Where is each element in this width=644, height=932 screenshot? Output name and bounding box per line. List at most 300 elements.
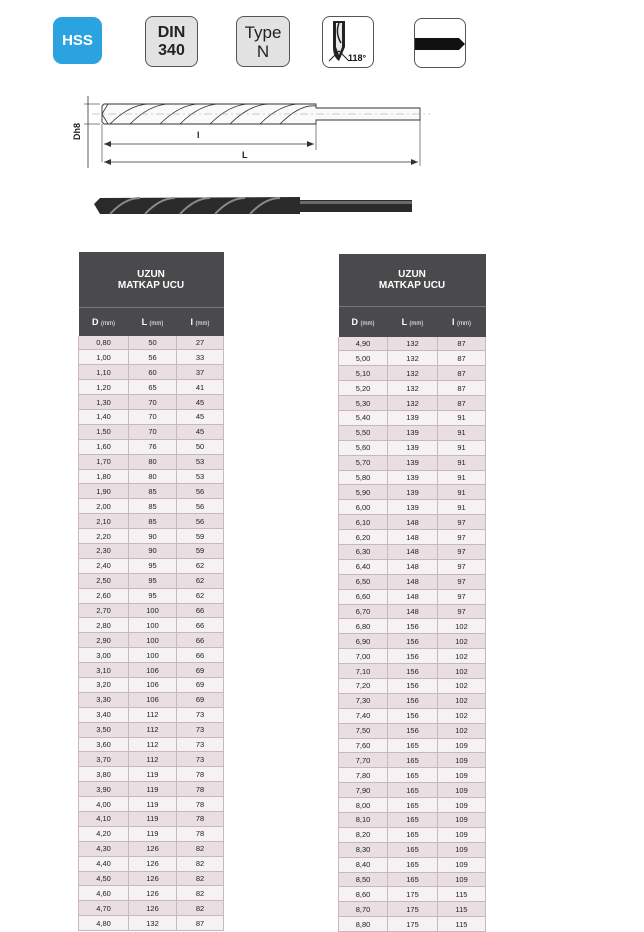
cell-total-length: 156: [388, 664, 438, 679]
table-row: [339, 842, 486, 857]
cell-flute-length: 62: [177, 588, 224, 603]
cell-diameter: 4,90: [339, 337, 388, 351]
cell-flute-length: 82: [177, 856, 224, 871]
cell-flute-length: 66: [177, 603, 224, 618]
cell-total-length: 139: [388, 410, 438, 425]
cell-flute-length: 102: [438, 619, 486, 634]
cell-total-length: 126: [129, 871, 177, 886]
header-flute-length: [177, 308, 224, 336]
cell-flute-length: 45: [177, 424, 224, 439]
cell-total-length: 119: [129, 767, 177, 782]
cell-total-length: 119: [129, 797, 177, 812]
technical-drawing: [0, 90, 644, 220]
cell-flute-length: 27: [177, 336, 224, 350]
table-row: [79, 336, 224, 350]
cell-total-length: 70: [129, 395, 177, 410]
table-row: [339, 425, 486, 440]
table-row: [339, 798, 486, 813]
cell-flute-length: 102: [438, 634, 486, 649]
cell-diameter: 4,50: [79, 871, 129, 886]
cell-diameter: 3,00: [79, 648, 129, 663]
standard-badge-line2: 340: [158, 41, 185, 59]
cell-flute-length: 62: [177, 573, 224, 588]
cell-total-length: 90: [129, 543, 177, 558]
cell-flute-length: 109: [438, 842, 486, 857]
cell-flute-length: 82: [177, 886, 224, 901]
cell-total-length: 65: [129, 380, 177, 395]
cell-total-length: 132: [388, 396, 438, 411]
cell-diameter: 7,80: [339, 768, 388, 783]
cell-flute-length: 56: [177, 499, 224, 514]
table-row: [339, 619, 486, 634]
cell-diameter: 6,80: [339, 619, 388, 634]
header-diameter: [79, 308, 129, 336]
cell-diameter: 7,10: [339, 664, 388, 679]
cell-diameter: 1,60: [79, 439, 129, 454]
cell-diameter: 5,60: [339, 440, 388, 455]
cell-total-length: 119: [129, 812, 177, 827]
cell-diameter: 5,90: [339, 485, 388, 500]
cell-flute-length: 78: [177, 767, 224, 782]
material-badge: [53, 17, 102, 64]
cell-total-length: 139: [388, 485, 438, 500]
table-row: [339, 470, 486, 485]
header-unit: (mm): [101, 320, 115, 327]
cell-total-length: 165: [388, 872, 438, 887]
cell-diameter: 5,30: [339, 396, 388, 411]
cell-flute-length: 109: [438, 738, 486, 753]
header-sym: D: [91, 316, 99, 327]
cell-total-length: 148: [388, 530, 438, 545]
table-row: [79, 573, 224, 588]
table-row: [339, 351, 486, 366]
cell-total-length: 126: [129, 856, 177, 871]
cell-flute-length: 66: [177, 618, 224, 633]
cell-flute-length: 102: [438, 693, 486, 708]
cell-flute-length: 66: [177, 633, 224, 648]
table-row: [79, 841, 224, 856]
type-badge-line2: N: [256, 41, 270, 61]
cell-flute-length: 41: [177, 380, 224, 395]
cell-flute-length: 91: [438, 500, 486, 515]
cell-flute-length: 78: [177, 782, 224, 797]
cell-diameter: 8,30: [339, 842, 388, 857]
cell-flute-length: 56: [177, 484, 224, 499]
table-row: [79, 633, 224, 648]
cell-flute-length: 50: [177, 439, 224, 454]
cell-diameter: 8,70: [339, 902, 388, 917]
cell-total-length: 132: [388, 381, 438, 396]
cell-diameter: 6,70: [339, 604, 388, 619]
cell-flute-length: 102: [438, 678, 486, 693]
cell-flute-length: 91: [438, 455, 486, 470]
table-row: [339, 500, 486, 515]
cell-total-length: 165: [388, 768, 438, 783]
cell-flute-length: 97: [438, 515, 486, 530]
cell-total-length: 95: [129, 573, 177, 588]
table-row: [339, 649, 486, 664]
cell-diameter: 3,50: [79, 722, 129, 737]
header-diameter: [339, 307, 388, 337]
cell-flute-length: 82: [177, 871, 224, 886]
table-row: [339, 440, 486, 455]
cell-diameter: 5,70: [339, 455, 388, 470]
cell-flute-length: 37: [177, 365, 224, 380]
cell-diameter: 8,20: [339, 827, 388, 842]
cell-total-length: 132: [388, 351, 438, 366]
cell-diameter: 3,60: [79, 737, 129, 752]
cell-total-length: 85: [129, 514, 177, 529]
cell-flute-length: 87: [438, 381, 486, 396]
cell-diameter: 4,00: [79, 797, 129, 812]
cell-diameter: 7,70: [339, 753, 388, 768]
cell-flute-length: 102: [438, 664, 486, 679]
cell-diameter: 8,50: [339, 872, 388, 887]
cell-total-length: 119: [129, 826, 177, 841]
cell-flute-length: 109: [438, 798, 486, 813]
cell-total-length: 106: [129, 677, 177, 692]
cell-diameter: 5,40: [339, 410, 388, 425]
cell-flute-length: 97: [438, 604, 486, 619]
cell-total-length: 175: [388, 887, 438, 902]
table-row: [339, 827, 486, 842]
cell-diameter: 2,70: [79, 603, 129, 618]
cell-flute-length: 53: [177, 454, 224, 469]
table-title-line1: UZUN: [137, 268, 165, 280]
table-row: [79, 797, 224, 812]
cell-flute-length: 109: [438, 813, 486, 828]
table-title-line2: MATKAP UCU: [117, 279, 185, 291]
cell-diameter: 7,30: [339, 693, 388, 708]
cell-diameter: 4,30: [79, 841, 129, 856]
cell-flute-length: 109: [438, 857, 486, 872]
table-title-line2: MATKAP UCU: [378, 280, 446, 291]
table-row: [79, 856, 224, 871]
material-badge-label: HSS: [62, 32, 93, 49]
table-row: [79, 484, 224, 499]
cell-diameter: 2,60: [79, 588, 129, 603]
cell-flute-length: 78: [177, 826, 224, 841]
cell-flute-length: 82: [177, 841, 224, 856]
cell-diameter: 1,40: [79, 409, 129, 424]
header-sym: l: [451, 316, 455, 327]
cell-diameter: 7,20: [339, 678, 388, 693]
table-body: [339, 337, 486, 932]
cell-diameter: 7,00: [339, 649, 388, 664]
header-unit: (mm): [149, 320, 164, 327]
cell-flute-length: 91: [438, 470, 486, 485]
cell-diameter: 2,90: [79, 633, 129, 648]
cell-total-length: 175: [388, 917, 438, 932]
cell-flute-length: 97: [438, 530, 486, 545]
cell-total-length: 148: [388, 515, 438, 530]
cell-total-length: 132: [388, 366, 438, 381]
table-row: [79, 812, 224, 827]
cell-flute-length: 82: [177, 901, 224, 916]
cell-flute-length: 66: [177, 648, 224, 663]
flute-length-label: l: [197, 130, 200, 140]
cell-total-length: 95: [129, 588, 177, 603]
table-row: [339, 753, 486, 768]
cell-flute-length: 115: [438, 917, 486, 932]
cell-total-length: 112: [129, 752, 177, 767]
cell-flute-length: 78: [177, 797, 224, 812]
cell-total-length: 132: [129, 916, 177, 931]
cell-total-length: 139: [388, 500, 438, 515]
cell-flute-length: 69: [177, 663, 224, 678]
cell-diameter: 8,80: [339, 917, 388, 932]
cell-diameter: 8,60: [339, 887, 388, 902]
table-body: [79, 336, 224, 931]
drill-size-table-left: [78, 252, 224, 931]
cell-total-length: 156: [388, 634, 438, 649]
cell-flute-length: 69: [177, 677, 224, 692]
cell-diameter: 8,40: [339, 857, 388, 872]
cell-total-length: 100: [129, 633, 177, 648]
table-row: [339, 857, 486, 872]
drill-dimension-drawing: [0, 90, 644, 220]
cell-diameter: 1,70: [79, 454, 129, 469]
cell-total-length: 148: [388, 604, 438, 619]
diameter-label: Dh8: [72, 122, 82, 140]
cell-flute-length: 73: [177, 752, 224, 767]
table-row: [339, 589, 486, 604]
cell-total-length: 112: [129, 737, 177, 752]
table-row: [339, 738, 486, 753]
header-unit: (mm): [409, 320, 424, 327]
cell-total-length: 165: [388, 842, 438, 857]
cell-flute-length: 59: [177, 529, 224, 544]
table-row: [79, 558, 224, 573]
table-row: [339, 410, 486, 425]
table-row: [79, 439, 224, 454]
point-angle-label: 118°: [348, 53, 367, 63]
cell-diameter: 5,50: [339, 425, 388, 440]
table-row: [339, 337, 486, 351]
cell-flute-length: 97: [438, 574, 486, 589]
table-row: [339, 396, 486, 411]
table-title: [79, 252, 224, 308]
table-row: [339, 664, 486, 679]
table-row: [79, 350, 224, 365]
cell-flute-length: 97: [438, 589, 486, 604]
table-row: [339, 693, 486, 708]
cell-flute-length: 91: [438, 425, 486, 440]
table-row: [339, 917, 486, 932]
cell-flute-length: 87: [438, 366, 486, 381]
table-row: [339, 723, 486, 738]
table-row: [79, 707, 224, 722]
cell-total-length: 85: [129, 499, 177, 514]
cell-total-length: 165: [388, 857, 438, 872]
cell-total-length: 148: [388, 574, 438, 589]
cell-total-length: 126: [129, 841, 177, 856]
table-row: [79, 767, 224, 782]
cell-diameter: 3,30: [79, 692, 129, 707]
cell-diameter: 3,20: [79, 677, 129, 692]
cell-total-length: 139: [388, 425, 438, 440]
cell-diameter: 1,50: [79, 424, 129, 439]
table-header-row: [79, 308, 224, 336]
table-row: [339, 544, 486, 559]
cell-diameter: 3,90: [79, 782, 129, 797]
table-row: [339, 902, 486, 917]
cell-diameter: 8,10: [339, 813, 388, 828]
table-row: [79, 395, 224, 410]
table-row: [339, 813, 486, 828]
cell-diameter: 3,70: [79, 752, 129, 767]
cell-total-length: 106: [129, 692, 177, 707]
type-badge-line1: Type: [244, 22, 282, 42]
table-row: [79, 424, 224, 439]
cell-total-length: 156: [388, 708, 438, 723]
table-row: [79, 469, 224, 484]
cell-diameter: 2,40: [79, 558, 129, 573]
cell-diameter: 5,80: [339, 470, 388, 485]
cell-total-length: 70: [129, 409, 177, 424]
header-total-length: [129, 308, 177, 336]
cell-diameter: 1,80: [79, 469, 129, 484]
table-title-row: [79, 252, 224, 308]
cell-total-length: 106: [129, 663, 177, 678]
cell-diameter: 8,00: [339, 798, 388, 813]
cell-diameter: 5,00: [339, 351, 388, 366]
cell-diameter: 3,40: [79, 707, 129, 722]
total-length-label: L: [242, 150, 248, 160]
table-title: [339, 254, 486, 307]
table-row: [339, 574, 486, 589]
header-sym: L: [401, 316, 407, 327]
cell-diameter: 4,40: [79, 856, 129, 871]
table-row: [79, 588, 224, 603]
cell-flute-length: 78: [177, 812, 224, 827]
table-row: [79, 722, 224, 737]
cell-total-length: 165: [388, 813, 438, 828]
cell-flute-length: 53: [177, 469, 224, 484]
cell-diameter: 1,00: [79, 350, 129, 365]
cell-total-length: 100: [129, 618, 177, 633]
standard-badge: [145, 16, 198, 67]
cell-flute-length: 91: [438, 485, 486, 500]
table-row: [79, 826, 224, 841]
header-unit: (mm): [457, 320, 472, 327]
cell-diameter: 6,10: [339, 515, 388, 530]
table-row: [79, 737, 224, 752]
cell-total-length: 139: [388, 455, 438, 470]
table-header-row: [339, 307, 486, 337]
cell-total-length: 165: [388, 753, 438, 768]
table-row: [79, 663, 224, 678]
cell-flute-length: 102: [438, 723, 486, 738]
table-row: [339, 678, 486, 693]
table-row: [79, 692, 224, 707]
table-row: [339, 515, 486, 530]
cell-diameter: 4,60: [79, 886, 129, 901]
cell-diameter: 2,10: [79, 514, 129, 529]
cell-total-length: 100: [129, 603, 177, 618]
type-badge: [236, 16, 290, 67]
cell-total-length: 112: [129, 707, 177, 722]
cell-diameter: 2,80: [79, 618, 129, 633]
cell-diameter: 3,80: [79, 767, 129, 782]
cell-total-length: 126: [129, 901, 177, 916]
cell-flute-length: 97: [438, 559, 486, 574]
table-row: [79, 380, 224, 395]
cell-flute-length: 109: [438, 827, 486, 842]
drill-size-table-right: [338, 254, 486, 932]
table-row: [79, 409, 224, 424]
cell-total-length: 70: [129, 424, 177, 439]
table-row: [79, 529, 224, 544]
header-flute-length: [438, 307, 486, 337]
cell-flute-length: 109: [438, 753, 486, 768]
table-row: [79, 916, 224, 931]
cell-flute-length: 87: [177, 916, 224, 931]
table-row: [79, 871, 224, 886]
cell-flute-length: 73: [177, 722, 224, 737]
shank-badge: [414, 18, 466, 68]
cell-total-length: 50: [129, 336, 177, 350]
cell-total-length: 165: [388, 783, 438, 798]
table-row: [339, 530, 486, 545]
cell-diameter: 7,60: [339, 738, 388, 753]
table-row: [79, 648, 224, 663]
cell-total-length: 80: [129, 454, 177, 469]
cell-flute-length: 33: [177, 350, 224, 365]
table-row: [79, 618, 224, 633]
cell-flute-length: 56: [177, 514, 224, 529]
standard-badge-line1: DIN: [157, 23, 186, 41]
header-sym: l: [190, 316, 193, 327]
cell-diameter: 1,90: [79, 484, 129, 499]
straight-shank-icon: [415, 19, 467, 69]
cell-diameter: 4,20: [79, 826, 129, 841]
table-row: [339, 887, 486, 902]
table-row: [79, 454, 224, 469]
cell-total-length: 156: [388, 678, 438, 693]
table-row: [79, 514, 224, 529]
cell-total-length: 85: [129, 484, 177, 499]
cell-total-length: 156: [388, 723, 438, 738]
cell-flute-length: 45: [177, 395, 224, 410]
cell-total-length: 100: [129, 648, 177, 663]
header-sym: L: [141, 316, 147, 327]
table-row: [79, 752, 224, 767]
cell-diameter: 1,10: [79, 365, 129, 380]
table-row: [339, 455, 486, 470]
cell-flute-length: 87: [438, 337, 486, 351]
table-title-row: [339, 254, 486, 307]
cell-diameter: 1,30: [79, 395, 129, 410]
cell-diameter: 4,10: [79, 812, 129, 827]
header-total-length: [388, 307, 438, 337]
cell-diameter: 7,50: [339, 723, 388, 738]
cell-flute-length: 87: [438, 396, 486, 411]
cell-total-length: 112: [129, 722, 177, 737]
cell-diameter: 6,90: [339, 634, 388, 649]
cell-flute-length: 73: [177, 707, 224, 722]
table-row: [339, 604, 486, 619]
cell-total-length: 156: [388, 619, 438, 634]
table-row: [339, 381, 486, 396]
cell-diameter: 5,10: [339, 366, 388, 381]
cell-flute-length: 45: [177, 409, 224, 424]
cell-diameter: 4,70: [79, 901, 129, 916]
cell-diameter: 2,30: [79, 543, 129, 558]
table-row: [79, 499, 224, 514]
table-row: [79, 543, 224, 558]
cell-total-length: 148: [388, 559, 438, 574]
